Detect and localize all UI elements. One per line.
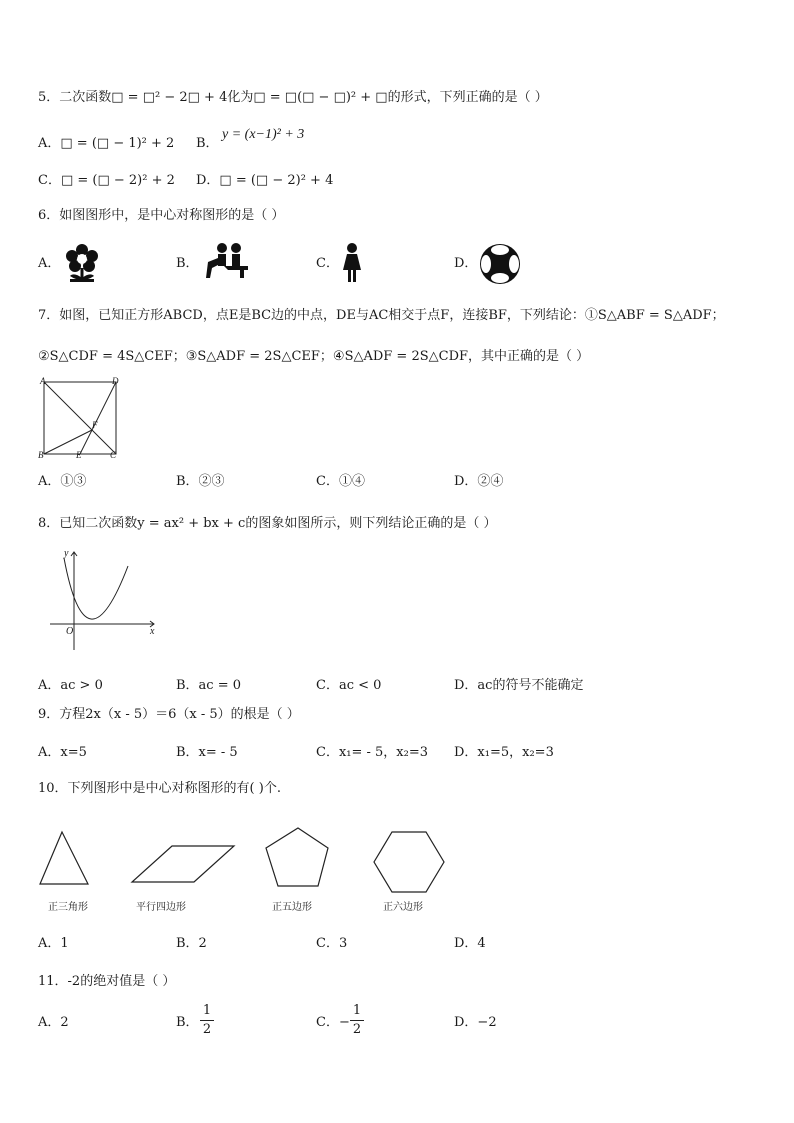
- q11-option-b-fraction: [200, 1004, 214, 1037]
- q7-option-d: D．②④: [454, 474, 504, 489]
- q9-option-c: C．x₁= - 5，x₂=3: [316, 745, 429, 760]
- q11-option-c-numerator: 1: [352, 1003, 362, 1018]
- q11-option-c-denominator: 2: [352, 1022, 362, 1037]
- parabola-graph: [46, 546, 162, 654]
- q10-option-b: B．2: [176, 936, 207, 951]
- q5-option-c: C．□ = (□ − 2)² + 2: [38, 173, 175, 188]
- q6-option-d: D．: [454, 256, 478, 271]
- q9-option-b: B．x= - 5: [176, 745, 238, 760]
- q8-axis-y: y: [64, 548, 69, 559]
- q7-stem-line2: ②S△CDF = 4S△CEF；③S△ADF = 2S△CEF；④S△ADF = 2S△CDF，其中正确的是（ ）: [38, 349, 590, 364]
- q8-axis-x: x: [150, 626, 155, 637]
- q6-option-c: C．: [316, 256, 339, 271]
- q7-label-e: E: [76, 450, 82, 460]
- q9-stem: 9．方程2x（x - 5）＝6（x - 5）的根是（ ）: [38, 707, 300, 722]
- q9-option-a: A．x=5: [38, 745, 87, 760]
- q9-option-d: D．x₁=5，x₂=3: [454, 745, 554, 760]
- q10-caption-pentagon: 正五边形: [272, 902, 312, 913]
- q7-label-a: A: [40, 376, 46, 386]
- q11-stem: 11．-2的绝对值是（ ）: [38, 974, 176, 989]
- q8-stem: 8．已知二次函数y = ax² + bx + c的图象如图所示，则下列结论正确的是（ ）: [38, 516, 497, 531]
- q8-origin: O: [66, 626, 74, 637]
- q8-option-d: D．ac的符号不能确定: [454, 678, 584, 693]
- q10-option-c: C．3: [316, 936, 348, 951]
- q8-option-a: A．ac > 0: [38, 678, 103, 693]
- q10-caption-hexagon: 正六边形: [383, 902, 423, 913]
- q7-label-d: D: [112, 376, 119, 386]
- q7-option-c: C．①④: [316, 474, 365, 489]
- q6-stem: 6．如图图形中，是中心对称图形的是（ ）: [38, 208, 285, 223]
- q11-option-c-label: C．−: [316, 1015, 350, 1030]
- q10-option-d: D．4: [454, 936, 486, 951]
- q8-option-c: C．ac < 0: [316, 678, 382, 693]
- q7-label-c: C: [110, 450, 117, 460]
- regular-hexagon-shape: [374, 832, 444, 892]
- q7-stem-line1: 7．如图，已知正方形ABCD，点E是BC边的中点，DE与AC相交于点F，连接BF，下列结论：①S△ABF = S△ADF；: [38, 308, 725, 323]
- q10-shapes: [36, 826, 456, 896]
- q7-label-b: B: [38, 450, 44, 460]
- q5-option-a: A．□ = (□ − 1)² + 2: [38, 136, 175, 151]
- q10-caption-triangle: 正三角形: [48, 902, 88, 913]
- equilateral-triangle-shape: [40, 832, 88, 884]
- q8-option-b: B．ac = 0: [176, 678, 242, 693]
- q11-option-b-label: B．: [176, 1015, 199, 1030]
- two-people-sitting-icon: [202, 242, 250, 282]
- q5-option-b-label: B．: [196, 136, 219, 151]
- q10-caption-parallelogram: 平行四边形: [136, 902, 186, 913]
- q5-stem: 5．二次函数□ = □² − 2□ + 4化为□ = □(□ − □)² + □的形式，下列正确的是（ ）: [38, 90, 548, 105]
- square-abcd-figure: [36, 374, 126, 462]
- q5-option-b-expr: y = (x−1)² + 3: [222, 127, 305, 142]
- flower-icon: [64, 242, 100, 284]
- q11-option-c-fraction: [350, 1004, 364, 1037]
- regular-pentagon-shape: [266, 828, 328, 886]
- q11-option-a: A．2: [38, 1015, 69, 1030]
- parallelogram-shape: [132, 846, 234, 882]
- q7-option-a: A．①③: [38, 474, 87, 489]
- q5-option-d: D．□ = (□ − 2)² + 4: [196, 173, 334, 188]
- q7-option-b: B．②③: [176, 474, 225, 489]
- q11-option-b-denominator: 2: [202, 1022, 212, 1037]
- ball-pattern-icon: [478, 242, 522, 286]
- q11-option-d: D．−2: [454, 1015, 497, 1030]
- q10-option-a: A．1: [38, 936, 69, 951]
- q11-option-b-numerator: 1: [202, 1003, 212, 1018]
- woman-icon: [340, 242, 364, 284]
- q6-option-a: A．: [38, 256, 61, 271]
- q10-stem: 10．下列图形中是中心对称图形的有( )个.: [38, 781, 281, 796]
- q7-label-f: F: [92, 420, 98, 430]
- q6-option-b: B．: [176, 256, 199, 271]
